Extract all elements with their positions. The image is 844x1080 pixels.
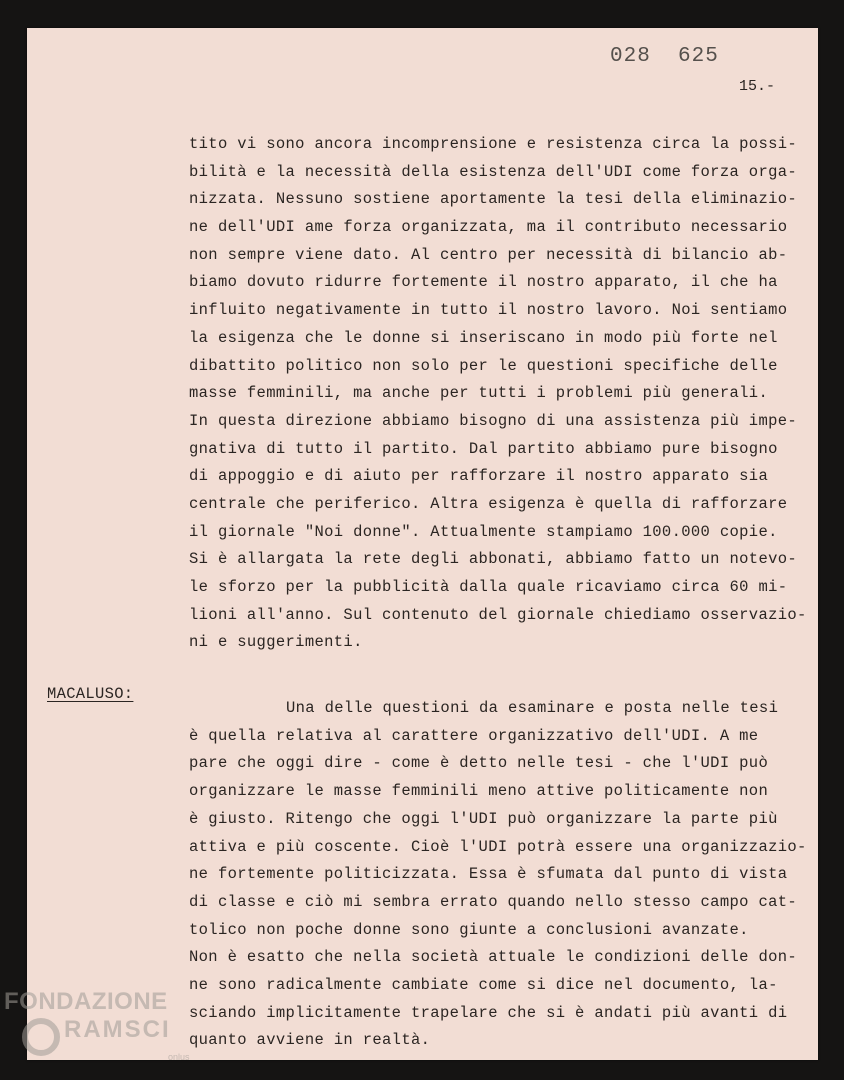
text-line: attiva e più coscente. Cioè l'UDI potrà essere una organizzazio- [189, 837, 807, 856]
text-line: biamo dovuto ridurre fortemente il nostro apparato, il che ha [189, 273, 778, 292]
text-line: ne fortemente politicizzata. Essa è sfumata dal punto di vista [189, 865, 788, 884]
text-line: sciando implicitamente trapelare che si è andati più avanti di [189, 1003, 788, 1022]
text-line: influito negativamente in tutto il nostro lavoro. Noi sentiamo [189, 301, 788, 320]
text-line: è quella relativa al carattere organizzativo dell'UDI. A me [189, 726, 759, 745]
text-line: la esigenza che le donne si inseriscano in modo più forte nel [189, 328, 778, 347]
text-line: centrale che periferico. Altra esigenza è quella di rafforzare [189, 494, 788, 513]
page-number: 15.- [739, 78, 776, 95]
text-line: pare che oggi dire - come è detto nelle tesi - che l'UDI può [189, 754, 769, 773]
text-line: Una delle questioni da esaminare e posta nelle tesi [286, 699, 779, 718]
text-line: gnativa di tutto il partito. Dal partito abbiamo pure bisogno [189, 439, 778, 458]
watermark-g-icon [22, 1018, 60, 1056]
watermark-onlus: onlus [168, 1052, 190, 1062]
text-line: In questa direzione abbiamo bisogno di una assistenza più impe- [189, 411, 798, 430]
text-line: le sforzo per la pubblicità dalla quale ricaviamo circa 60 mi- [189, 578, 788, 596]
archive-number: 028 625 [610, 45, 719, 68]
text-line: tolico non poche donne sono giunte a conclusioni avanzate. [189, 920, 749, 939]
text-line: è giusto. Ritengo che oggi l'UDI può organizzare la parte più [189, 809, 778, 828]
archive-watermark [4, 988, 204, 1068]
text-line: dibattito politico non solo per le questioni specifiche delle [189, 356, 778, 375]
text-line: masse femminili, ma anche per tutti i problemi più generali. [189, 384, 769, 403]
text-line: nizzata. Nessuno sostiene aportamente la tesi della eliminazio- [189, 190, 798, 209]
watermark-subtitle: RAMSCI [64, 1016, 171, 1043]
text-line: non sempre viene dato. Al centro per necessità di bilancio ab- [189, 245, 788, 264]
text-line: di classe e ciò mi sembra errato quando nello stesso campo cat- [189, 892, 798, 911]
document-page [27, 28, 818, 1060]
text-line: ne sono radicalmente cambiate come si dice nel documento, la- [189, 975, 778, 994]
text-line: ni e suggerimenti. [189, 633, 363, 652]
text-line: bilità e la necessità della esistenza dell'UDI come forza orga- [189, 162, 798, 181]
text-line: Non è esatto che nella società attuale le condizioni delle don- [189, 948, 798, 967]
text-line: Si è allargata la rete degli abbonati, abbiamo fatto un notevo- [189, 550, 798, 569]
text-line: quanto avviene in realtà. [189, 1031, 431, 1050]
text-line: tito vi sono ancora incomprensione e resistenza circa la possi- [189, 135, 798, 153]
watermark-title: FONDAZIONE [4, 988, 168, 1015]
text-line: di appoggio e di aiuto per rafforzare il nostro apparato sia [189, 467, 769, 486]
text-line: il giornale "Noi donne". Attualmente stampiamo 100.000 copie. [189, 522, 778, 541]
text-line: ne dell'UDI ame forza organizzata, ma il contributo necessario [189, 218, 788, 237]
speaker-label: MACALUSO: [47, 685, 134, 703]
body-text [189, 131, 814, 1055]
text-line: organizzare le masse femminili meno attive politicamente non [189, 782, 769, 801]
text-line: lioni all'anno. Sul contenuto del giornale chiediamo osservazio- [189, 605, 807, 624]
